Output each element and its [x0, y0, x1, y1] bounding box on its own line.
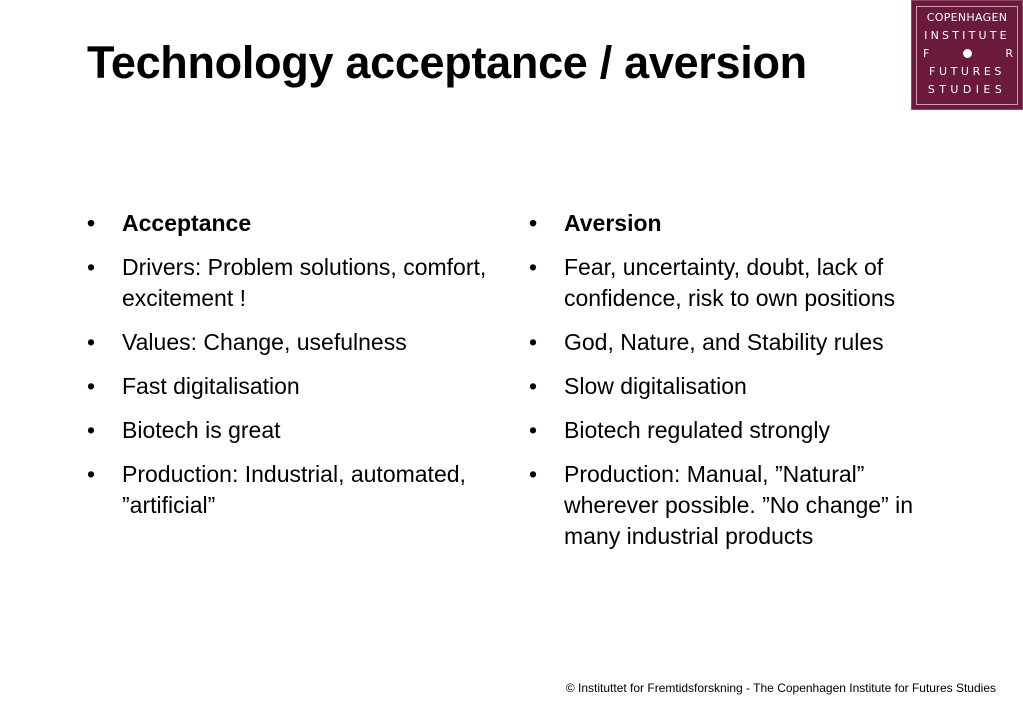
list-item: • Production: Manual, ”Natural” wherever possible. ”No change” in many industrial products — [529, 459, 949, 552]
logo-text-for — [917, 47, 1017, 60]
aversion-column — [529, 208, 949, 565]
slide-title: Technology acceptance / aversion — [87, 37, 807, 88]
list-item: • Values: Change, usefulness — [87, 327, 487, 358]
list-item: • God, Nature, and Stability rules — [529, 327, 949, 358]
list-item: • Fast digitalisation — [87, 371, 487, 402]
acceptance-column — [87, 208, 487, 534]
list-item: • Slow digitalisation — [529, 371, 949, 402]
list-item: • Biotech regulated strongly — [529, 415, 949, 446]
list-item: • Fear, uncertainty, doubt, lack of confidence, risk to own positions — [529, 252, 949, 314]
logo-text-studies: STUDIES — [927, 83, 1007, 96]
logo-letter-r: R — [1005, 47, 1013, 60]
logo-dot-icon — [963, 49, 972, 58]
copyright-footer: © Instituttet for Fremtidsforskning - The Copenhagen Institute for Futures Studies — [565, 681, 996, 695]
logo-frame — [916, 6, 1018, 105]
aversion-heading: • Aversion — [529, 208, 949, 239]
list-item: • Drivers: Problem solutions, comfort, excitement ! — [87, 252, 487, 314]
list-item: • Biotech is great — [87, 415, 487, 446]
list-item: • Production: Industrial, automated, ”artificial” — [87, 459, 487, 521]
logo-letter-f: F — [923, 47, 930, 60]
logo-text-institute: INSTITUTE — [924, 29, 1010, 42]
logo-text-futures: FUTURES — [929, 65, 1005, 78]
logo-text-copenhagen: COPENHAGEN — [926, 11, 1008, 24]
acceptance-heading: • Acceptance — [87, 208, 487, 239]
cifs-logo — [911, 0, 1023, 110]
